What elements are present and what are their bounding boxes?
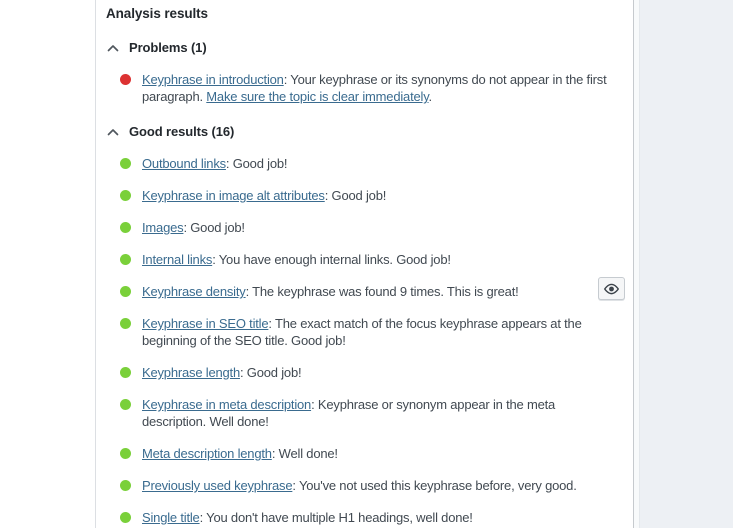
analysis-result-item [120,396,633,430]
result-link[interactable]: Images [142,220,184,235]
result-link[interactable]: Keyphrase in image alt attributes [142,188,325,203]
result-description: : Well done! [271,446,338,461]
status-bullet-icon [120,158,131,169]
result-description: : The exact match of the focus keyphrase appears at the beginning of the SEO title. Good job! [142,316,582,348]
status-bullet-icon [120,190,131,201]
result-text [142,509,620,526]
status-bullet-icon [120,74,131,85]
analysis-result-item [120,509,633,526]
status-bullet-icon [120,254,131,265]
status-bullet-icon [120,286,131,297]
result-action-link[interactable]: Make sure the topic is clear immediately [206,89,429,104]
result-description: : Keyphrase or synonym appear in the meta description. Well done! [142,397,556,429]
status-bullet-icon [120,480,131,491]
analysis-result-item [120,364,633,381]
status-bullet-icon [120,222,131,233]
analysis-result-item [120,219,633,236]
result-text [142,477,620,494]
scrollbar-track [634,0,640,528]
section-toggle-good-results[interactable] [107,124,234,139]
result-text [142,364,620,381]
chevron-up-icon [107,128,119,136]
result-text [142,187,620,204]
result-text [142,315,620,349]
result-description: : You don't have multiple H1 headings, well done! [199,510,473,525]
result-text [142,71,620,105]
sections-container [106,40,633,526]
results-list [106,155,633,526]
result-text [142,283,620,300]
result-suffix: . [428,89,432,104]
result-link[interactable]: Previously used keyphrase [142,478,293,493]
result-link[interactable]: Keyphrase in meta description [142,397,312,412]
result-text [142,219,620,236]
analysis-result-item [120,315,633,349]
right-gutter [633,0,733,528]
results-list [106,71,633,105]
result-description: : Your keyphrase or its synonyms do not appear in the first paragraph. [142,72,607,104]
result-link[interactable]: Single title [142,510,200,525]
analysis-result-item [120,283,633,300]
result-text [142,445,620,462]
result-link[interactable]: Keyphrase in SEO title [142,316,269,331]
result-text [142,396,620,430]
analysis-section-good-results [106,124,633,526]
result-description: : Good job! [183,220,245,235]
result-description: : Good job! [239,365,302,380]
result-link[interactable]: Internal links [142,252,213,267]
analysis-result-item [120,477,633,494]
result-link[interactable]: Keyphrase length [142,365,240,380]
eye-icon [603,283,620,295]
result-description: : You've not used this keyphrase before, very good. [292,478,577,493]
result-description: : You have enough internal links. Good job! [212,252,451,267]
status-bullet-icon [120,448,131,459]
analysis-result-item [120,187,633,204]
status-bullet-icon [120,399,131,410]
analysis-result-item [120,251,633,268]
analysis-result-item [120,445,633,462]
analysis-results-panel [95,0,633,528]
result-link[interactable]: Keyphrase density [142,284,246,299]
analysis-section-problems [106,40,633,105]
section-label: Problems (1) [129,40,207,55]
analysis-result-item [120,71,633,105]
status-bullet-icon [120,367,131,378]
result-text [142,251,620,268]
result-link[interactable]: Outbound links [142,156,226,171]
eye-toggle-button[interactable] [598,277,625,300]
section-toggle-problems[interactable] [107,40,207,55]
status-bullet-icon [120,512,131,523]
result-description: : Good job! [225,156,288,171]
analysis-result-item [120,155,633,172]
chevron-up-icon [107,44,119,52]
status-bullet-icon [120,318,131,329]
section-label: Good results (16) [129,124,235,139]
result-text [142,155,620,172]
result-description: : The keyphrase was found 9 times. This is great! [245,284,519,299]
result-link[interactable]: Keyphrase in introduction [142,72,284,87]
result-link[interactable]: Meta description length [142,446,272,461]
result-description: : Good job! [324,188,387,203]
panel-title: Analysis results [106,6,208,21]
